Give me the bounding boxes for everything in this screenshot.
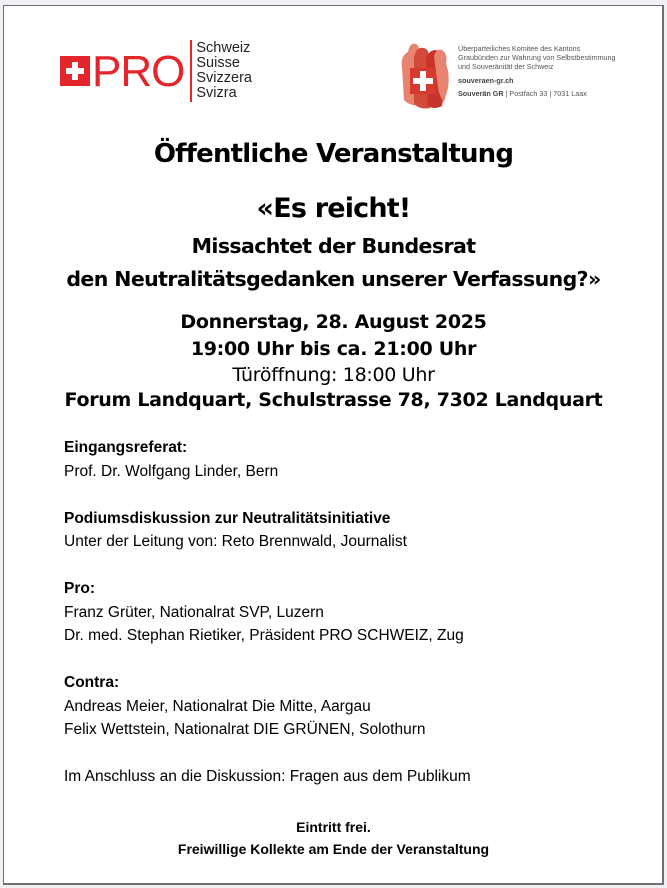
event-subtitle-2: den Neutralitätsgedanken unserer Verfassung?» — [66, 267, 601, 291]
speaker-line: Dr. med. Stephan Rietiker, Präsident PRO SCHWEIZ, Zug — [64, 627, 464, 644]
section-label: Eingangsreferat: — [64, 439, 188, 456]
souveraen-gr-logo — [398, 38, 648, 112]
moderator-line: Unter der Leitung von: Reto Brennwald, Journalist — [64, 533, 407, 550]
pro-schweiz-logo — [60, 41, 252, 101]
event-title: «Es reicht! — [256, 193, 411, 224]
language-label: Svizra — [196, 85, 237, 101]
committee-line: und Souveränität der Schweiz — [458, 62, 554, 72]
event-venue: Forum Landquart, Schulstrasse 78, 7302 Landquart — [64, 389, 603, 411]
program — [64, 436, 624, 789]
language-label: Schweiz — [196, 40, 251, 56]
speaker-line: Andreas Meier, Nationalrat Die Mitte, Aargau — [64, 697, 371, 715]
speaker-line: Felix Wettstein, Nationalrat DIE GRÜNEN, Solothurn — [64, 721, 426, 738]
section-label: Podiumsdiskussion zur Neutralitätsinitiative — [64, 509, 391, 527]
panel-section — [64, 507, 624, 554]
language-label: Suisse — [196, 55, 240, 71]
pro-logo-languages — [196, 41, 252, 101]
event-doors-open: Türöffnung: 18:00 Uhr — [232, 364, 435, 386]
event-kicker: Öffentliche Veranstaltung — [153, 139, 514, 169]
address-text: | Postfach 33 | 7031 Laax — [503, 88, 587, 98]
committee-line: Überparteiliches Komitee des Kantons — [458, 44, 581, 53]
language-label: Svizzera — [196, 70, 252, 86]
postal-address — [458, 89, 616, 98]
keynote-section — [64, 436, 624, 483]
section-label: Pro: — [64, 580, 95, 597]
people-with-swiss-cross-icon — [398, 38, 450, 110]
contra-section — [64, 671, 624, 742]
org-name: Souverän GR — [458, 88, 504, 98]
event-time: 19:00 Uhr bis ca. 21:00 Uhr — [190, 338, 477, 360]
pro-logo-word: PRO — [92, 47, 185, 96]
souveraen-gr-text — [458, 44, 616, 98]
collection-note: Freiwillige Kollekte am Ende der Veranstaltung — [177, 841, 490, 857]
event-subtitle-1: Missachtet der Bundesrat — [191, 234, 476, 258]
pro-section — [64, 577, 624, 648]
logo-divider — [190, 40, 192, 102]
admission-note: Eintritt frei. — [296, 819, 371, 835]
swiss-cross-icon — [60, 56, 90, 86]
committee-line: Graubünden zur Wahrung von Selbstbestimmung — [458, 53, 616, 63]
event-date: Donnerstag, 28. August 2025 — [180, 311, 487, 333]
website-link[interactable]: souveraen-gr.ch — [458, 75, 514, 85]
section-label: Contra: — [64, 674, 120, 691]
speaker-line: Franz Grüter, Nationalrat SVP, Luzern — [64, 603, 324, 621]
speaker-line: Prof. Dr. Wolfgang Linder, Bern — [64, 462, 279, 480]
footer — [0, 816, 667, 860]
qa-note: Im Anschluss an die Diskussion: Fragen aus dem Publikum — [64, 768, 471, 785]
